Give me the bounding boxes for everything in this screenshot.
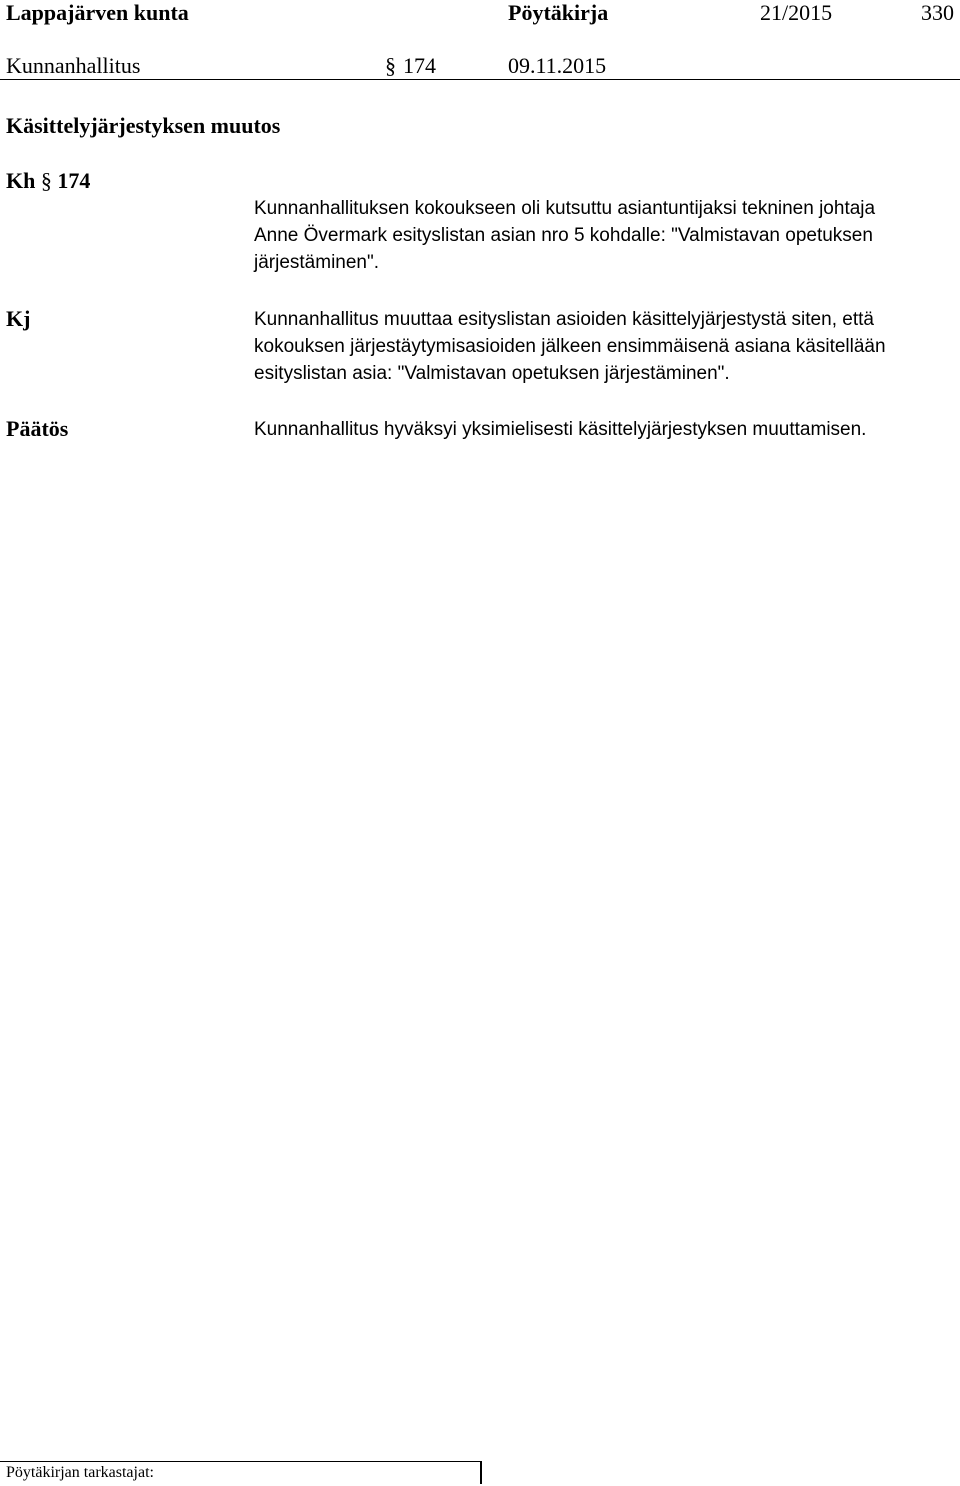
kj-label: Kj [6, 306, 31, 331]
decision-line: Kunnanhallitus hyväksyi yksimielisesti käsittelyjärjestyksen muuttamisen. [254, 419, 867, 440]
section-label-sign: § [40, 168, 52, 193]
org-name: Lappajärven kunta [6, 0, 189, 25]
kj-line: kokouksen järjestäytymisasioiden jälkeen ensimmäisenä asiana käsitellään [254, 336, 886, 357]
intro-line: Kunnanhallituksen kokoukseen oli kutsuttu asiantuntijaksi tekninen johtaja [254, 198, 876, 219]
meeting-date: 09.11.2015 [508, 53, 607, 78]
decision-paragraph [254, 416, 954, 443]
section-label [6, 168, 90, 194]
page-title: Käsittelyjärjestyksen muutos [6, 113, 281, 138]
section-sign: § [385, 53, 396, 78]
doc-number: 21/2015 [760, 0, 833, 25]
kj-line: esityslistan asia: "Valmistavan opetuksen järjestäminen". [254, 363, 730, 384]
body-name: Kunnanhallitus [6, 53, 141, 78]
intro-paragraph [254, 195, 954, 276]
header-divider [0, 79, 960, 80]
section-label-number: 174 [57, 168, 91, 193]
doc-type: Pöytäkirja [508, 0, 609, 25]
section-prefix: Kh [6, 168, 36, 193]
kj-paragraph [254, 306, 954, 387]
header-section-number: 174 [403, 53, 436, 78]
kj-line: Kunnanhallitus muuttaa esityslistan asioiden käsittelyjärjestystä siten, että [254, 309, 874, 330]
page-number: 330 [921, 0, 954, 25]
footer-box [0, 1461, 482, 1484]
footer-label: Pöytäkirjan tarkastajat: [6, 1464, 154, 1481]
intro-line: järjestäminen". [254, 252, 380, 273]
decision-label: Päätös [6, 416, 69, 441]
intro-line: Anne Övermark esityslistan asian nro 5 kohdalle: "Valmistavan opetuksen [254, 225, 873, 246]
